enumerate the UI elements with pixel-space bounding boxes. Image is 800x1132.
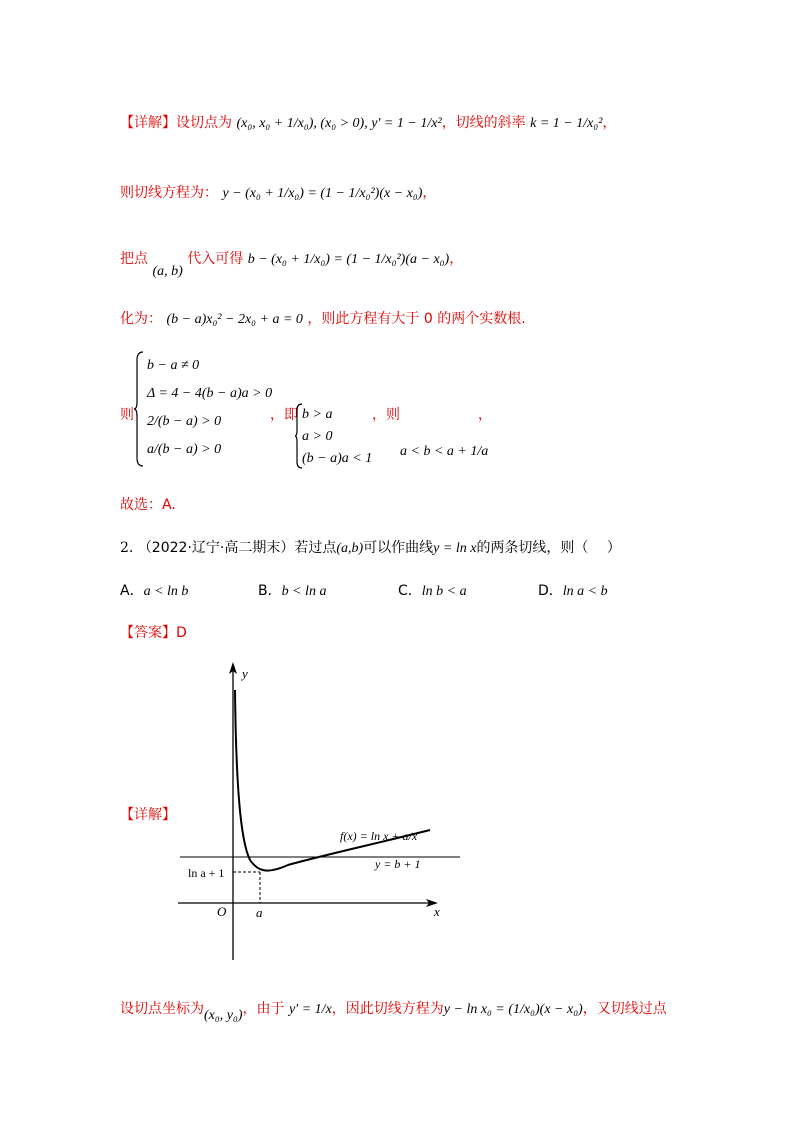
system-row: Δ = 4 − 4(b − a)a > 0 (147, 386, 273, 401)
text: ，切线的斜率 (441, 115, 526, 131)
point: (x₀, y₀) (204, 1008, 243, 1023)
system-row: b − a ≠ 0 (147, 358, 200, 373)
text: ，又切线过点 (582, 1001, 667, 1017)
answer-tag: 【答案】 (120, 625, 176, 641)
system-1 (147, 352, 272, 464)
question-number: 2. (120, 540, 134, 556)
tangent-equation: y − ln x₀ = (1/x₀)(x − x₀) (443, 1002, 583, 1017)
text: 代入可得 (187, 251, 244, 267)
detail-line-3 (120, 248, 464, 279)
line-label: y = b + 1 (375, 857, 421, 871)
answer-line (120, 622, 187, 642)
text: ， (478, 407, 492, 423)
derivative: y′ = 1/x (288, 1002, 332, 1017)
text: 若过点 (294, 540, 337, 556)
option-label: B． (258, 583, 282, 599)
option-math: b < ln a (281, 584, 327, 599)
option-label: C． (398, 583, 422, 599)
answer-value: D (176, 625, 187, 641)
formula: k = 1 − 1/x₀² (530, 116, 603, 131)
a-tick-label: a (256, 905, 263, 920)
option-b (258, 580, 326, 600)
text: ， (422, 185, 437, 201)
system-row: a > 0 (302, 429, 333, 444)
formula: (x₀, x₀ + 1/x₀), (x₀ > 0), y′ = 1 − 1/x² (236, 116, 442, 131)
curve: y = ln x (433, 541, 477, 556)
y-tick-label: ln a + 1 (188, 866, 225, 880)
text: ，则 (372, 407, 400, 423)
option-math: ln a < b (562, 584, 608, 599)
text: 化为： (120, 311, 162, 327)
system-row: 2/(b − a) > 0 (147, 414, 222, 429)
text: 则 (120, 407, 134, 423)
option-a (120, 580, 188, 600)
detail-line-2 (120, 182, 436, 202)
text: ， (602, 115, 617, 131)
x-axis-label: x (434, 904, 440, 919)
result-formula: a < b < a + 1/a (400, 444, 489, 459)
function-graph (170, 660, 460, 960)
left-brace-icon (133, 350, 145, 468)
text: ，由于 (242, 1001, 285, 1017)
detail-line-1 (120, 112, 616, 132)
curve-label: f(x) = ln x + a/x (340, 829, 418, 843)
text: 的两条切线，则（ ） (476, 540, 621, 556)
option-d (538, 580, 608, 600)
text: 可以作曲线 (363, 540, 434, 556)
option-c (398, 580, 467, 600)
text: ，因此切线方程为 (331, 1001, 444, 1017)
origin-label: O (217, 904, 227, 919)
detail-tag-2: 【详解】 (120, 807, 176, 823)
option-label: A． (120, 583, 144, 599)
point: (a,b) (336, 541, 364, 556)
system-row: a/(b − a) > 0 (147, 442, 222, 457)
text: ，则此方程有大于 0 的两个实数根. (307, 311, 526, 327)
system-2 (302, 404, 372, 470)
point: (a, b) (152, 264, 183, 279)
question-2 (120, 537, 621, 557)
question-source: （2022·辽宁·高二期末） (137, 540, 295, 556)
text: 设切点为 (176, 115, 232, 131)
option-math: a < ln b (143, 584, 189, 599)
formula: y − (x₀ + 1/x₀) = (1 − 1/x₀²)(x − x₀) (222, 186, 423, 201)
function-curve (235, 690, 430, 871)
y-axis-label: y (242, 666, 248, 681)
system-row: b > a (302, 407, 333, 422)
detail-tag: 【详解】 (120, 115, 176, 131)
option-math: ln b < a (421, 584, 467, 599)
text: 则切线方程为： (120, 185, 218, 201)
text: ，即 (270, 407, 298, 423)
text: ， (449, 251, 464, 267)
formula: b − (x₀ + 1/x₀) = (1 − 1/x₀²)(a − x₀) (247, 252, 450, 267)
formula: (b − a)x₀² − 2x₀ + a = 0 (166, 312, 303, 327)
system-row: (b − a)a < 1 (302, 451, 373, 466)
option-label: D． (538, 583, 563, 599)
choice-line: 故选：A. (120, 497, 176, 513)
last-line (120, 998, 667, 1023)
text: 设切点坐标为 (120, 1001, 204, 1017)
detail-line-4 (120, 308, 526, 328)
text: 把点 (120, 251, 148, 267)
